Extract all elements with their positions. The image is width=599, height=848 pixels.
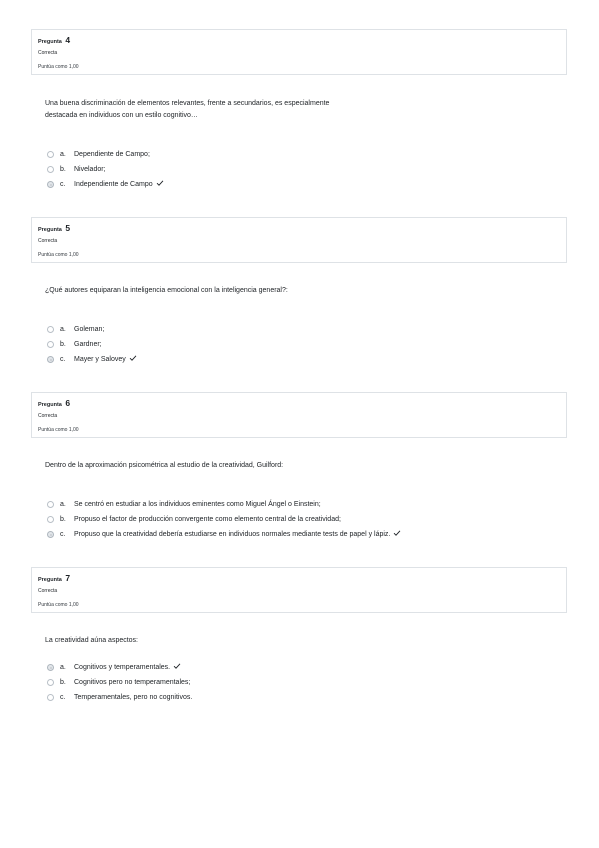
radio-button[interactable]	[47, 501, 54, 508]
radio-button[interactable]	[47, 341, 54, 348]
question-grade: Puntúa como 1,00	[38, 427, 79, 433]
check-icon	[393, 529, 401, 537]
question-label: Pregunta	[38, 402, 62, 408]
question-text: La creatividad aúna aspectos:	[45, 637, 139, 644]
answer-text: Dependiente de Campo;	[74, 151, 150, 158]
question-state: Correcta	[38, 588, 58, 594]
answer-text-value: Cognitivos y temperamentales.	[74, 664, 171, 671]
question-info-7	[31, 567, 567, 613]
answer-text: Cognitivos pero no temperamentales;	[74, 679, 191, 686]
question-title	[38, 35, 70, 45]
answer-text: Gardner;	[74, 341, 102, 348]
question-state: Correcta	[38, 50, 58, 56]
radio-button[interactable]	[47, 151, 54, 158]
answer-text-value: Mayer y Salovey	[74, 356, 126, 363]
check-icon	[173, 662, 181, 670]
radio-button-selected[interactable]	[47, 356, 54, 363]
question-state: Correcta	[38, 413, 58, 419]
answer-text: Se centró en estudiar a los individuos eminentes como Miguel Ángel o Einstein;	[74, 501, 321, 508]
radio-button[interactable]	[47, 694, 54, 701]
question-text: ¿Qué autores equiparan la inteligencia emocional con la inteligencia general?:	[45, 287, 288, 294]
question-grade: Puntúa como 1,00	[38, 602, 79, 608]
question-number: 6	[65, 398, 71, 408]
radio-button-selected[interactable]	[47, 531, 54, 538]
answer-text: Goleman;	[74, 326, 105, 333]
question-info-5	[31, 217, 567, 263]
question-grade: Puntúa como 1,00	[38, 64, 79, 70]
answer-text-correct	[74, 179, 164, 191]
radio-button[interactable]	[47, 326, 54, 333]
answer-text-value: Propuso que la creatividad debería estudiarse en individuos normales mediante tests de papel y lápiz.	[74, 531, 391, 538]
question-title	[38, 573, 70, 583]
question-title	[38, 398, 70, 408]
answer-letter: b.	[60, 679, 66, 686]
answer-letter: c.	[60, 356, 66, 363]
radio-button[interactable]	[47, 516, 54, 523]
question-number: 5	[65, 223, 71, 233]
answer-letter: b.	[60, 166, 66, 173]
answer-text: Nivelador;	[74, 166, 106, 173]
answer-letter: a.	[60, 326, 66, 333]
question-label: Pregunta	[38, 227, 62, 233]
answer-letter: b.	[60, 516, 66, 523]
question-label: Pregunta	[38, 39, 62, 45]
answer-text: Propuso el factor de producción convergente como elemento central de la creatividad;	[74, 516, 341, 523]
answer-letter: c.	[60, 181, 66, 188]
answer-letter: a.	[60, 664, 66, 671]
answer-letter: a.	[60, 151, 66, 158]
answer-text-correct	[74, 354, 137, 366]
answer-text-correct	[74, 662, 181, 674]
answer-text: Temperamentales, pero no cognitivos.	[74, 694, 193, 701]
question-text: Una buena discriminación de elementos relevantes, frente a secundarios, es especialmente destacada en individuos con un estilo cognitivo…	[45, 100, 330, 119]
question-number: 4	[65, 35, 71, 45]
radio-button[interactable]	[47, 166, 54, 173]
check-icon	[156, 179, 164, 187]
question-info-6	[31, 392, 567, 438]
question-title	[38, 223, 70, 233]
question-grade: Puntúa como 1,00	[38, 252, 79, 258]
answer-letter: a.	[60, 501, 66, 508]
answer-text-correct	[74, 529, 401, 541]
question-state: Correcta	[38, 238, 58, 244]
question-label: Pregunta	[38, 577, 62, 583]
question-info-4	[31, 29, 567, 75]
answer-letter: c.	[60, 531, 66, 538]
check-icon	[129, 354, 137, 362]
answer-letter: c.	[60, 694, 66, 701]
radio-button-selected[interactable]	[47, 664, 54, 671]
question-number: 7	[65, 573, 71, 583]
answer-text-value: Independiente de Campo	[74, 181, 153, 188]
radio-button[interactable]	[47, 679, 54, 686]
question-text: Dentro de la aproximación psicométrica al estudio de la creatividad, Guilford:	[45, 462, 284, 469]
answer-letter: b.	[60, 341, 66, 348]
radio-button-selected[interactable]	[47, 181, 54, 188]
